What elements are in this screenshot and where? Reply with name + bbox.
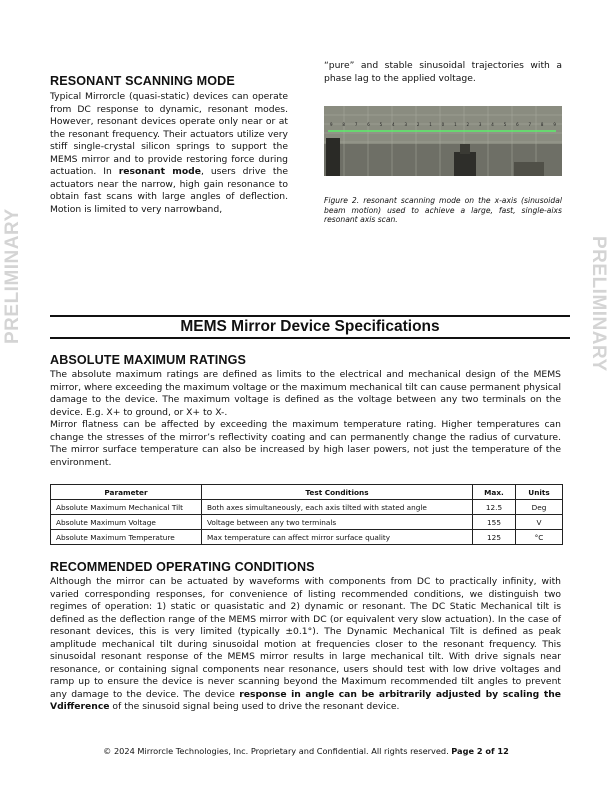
page-number: Page 2 of 12 <box>451 746 509 756</box>
col-header-parameter: Parameter <box>51 485 202 500</box>
resonant-mode-heading: RESONANT SCANNING MODE <box>50 74 235 88</box>
specs-bottom-rule <box>50 337 570 339</box>
col-header-test-conditions: Test Conditions <box>202 485 473 500</box>
cell-parameter: Absolute Maximum Mechanical Tilt <box>51 500 202 515</box>
watermark-left: PRELIMINARY <box>2 208 23 344</box>
cell-conditions: Both axes simultaneously, each axis tilted with stated angle <box>202 500 473 515</box>
abs-max-paragraph-2: Mirror flatness can be affected by exceeding the maximum temperature rating. Higher temperatures can change the stresses of the mirror’s reflectivity coating and can permanently change the radius of curvature. The mirror surface temperature can also be increased by high laser powers, not just the temperature of the environment. <box>50 419 561 468</box>
cell-parameter: Absolute Maximum Temperature <box>51 530 202 545</box>
cell-units: Deg <box>516 500 563 515</box>
table-row <box>51 530 563 545</box>
cell-max: 12.5 <box>473 500 516 515</box>
col-header-units: Units <box>516 485 563 500</box>
scan-scale: 9 8 7 6 5 4 3 2 1 0 1 2 3 4 5 6 7 8 9 <box>330 122 556 127</box>
col-header-max: Max. <box>473 485 516 500</box>
resonant-mode-paragraph: Typical Mirrorcle (quasi-static) devices can operate from DC response to dynamic, resonant modes. However, resonant devices operate only near or at the resonant frequency. Their actuators utilize very stiff single-crystal silicon springs to support the MEMS mirror and to provide restoring force during actuation. In resonant mode, users drive the actuators near the narrow, high gain resonance to obtain fast scans with large angles of deflection. Motion is limited to very narrowband, <box>50 91 288 215</box>
cell-conditions: Voltage between any two terminals <box>202 515 473 530</box>
abs-max-paragraph-1: The absolute maximum ratings are defined as limits to the electrical and mechanical design of the MEMS mirror, where exceeding the maximum voltage or the maximum mechanical tilt can cause permanent physical damage to the device. The maximum voltage is defined as the voltage between any two terminals on the device. E.g. X+ to ground, or X+ to X-. <box>50 369 561 418</box>
cell-units: °C <box>516 530 563 545</box>
cell-max: 125 <box>473 530 516 545</box>
page-footer: © 2024 Mirrorcle Technologies, Inc. Proprietary and Confidential. All rights reserved. Page 2 of 12 <box>103 746 509 756</box>
table-row <box>51 515 563 530</box>
cell-parameter: Absolute Maximum Voltage <box>51 515 202 530</box>
watermark-right: PRELIMINARY <box>588 236 609 372</box>
specs-top-rule <box>50 315 570 317</box>
table-header-row <box>51 485 563 500</box>
resonant-mode-paragraph-cont: “pure” and stable sinusoidal trajectories with a phase lag to the applied voltage. <box>324 60 562 84</box>
table-row <box>51 500 563 515</box>
recommended-paragraph: Although the mirror can be actuated by waveforms with components from DC to practically infinity, with varied corresponding responses, for convenience of listing recommended conditions, we distinguish two regimes of operation: 1) static or quasistatic and 2) dynamic or resonant. The DC Static Mechanical tilt is defined as the deflection range of the MEMS mirror with DC (or equivalent very slow actuation). In the case of resonant devices, this is very limited (typically ±0.1°). The Dynamic Mechanical Tilt is defined as peak amplitude mechanical tilt during sinusoidal motion at frequencies closer to the resonant frequency. This sinusoidal resonant response of the MEMS mirror results in large mechanical tilt. With drive signals near resonance, or containing signal components near resonance, users should test with low drive voltages and ramp up to ensure the device is never scanning beyond the Maximum recommended tilt angles to prevent any damage to the device. The device response in angle can be arbitrarily adjusted by scaling the Vdifference of the sinusoid signal being used to drive the resonant device. <box>50 576 561 713</box>
scan-screen-graphic <box>324 106 562 176</box>
abs-max-table <box>50 484 563 545</box>
recommended-heading: RECOMMENDED OPERATING CONDITIONS <box>50 560 315 574</box>
cell-max: 155 <box>473 515 516 530</box>
resonant-scan-photo <box>324 106 562 176</box>
specs-title: MEMS Mirror Device Specifications <box>180 318 440 335</box>
cell-conditions: Max temperature can affect mirror surface quality <box>202 530 473 545</box>
figure-caption: Figure 2. resonant scanning mode on the x-axis (sinusoidal beam motion) used to achieve a large, fast, single-aixs resonant axis scan. <box>324 196 562 225</box>
abs-max-heading: ABSOLUTE MAXIMUM RATINGS <box>50 353 246 367</box>
cell-units: V <box>516 515 563 530</box>
